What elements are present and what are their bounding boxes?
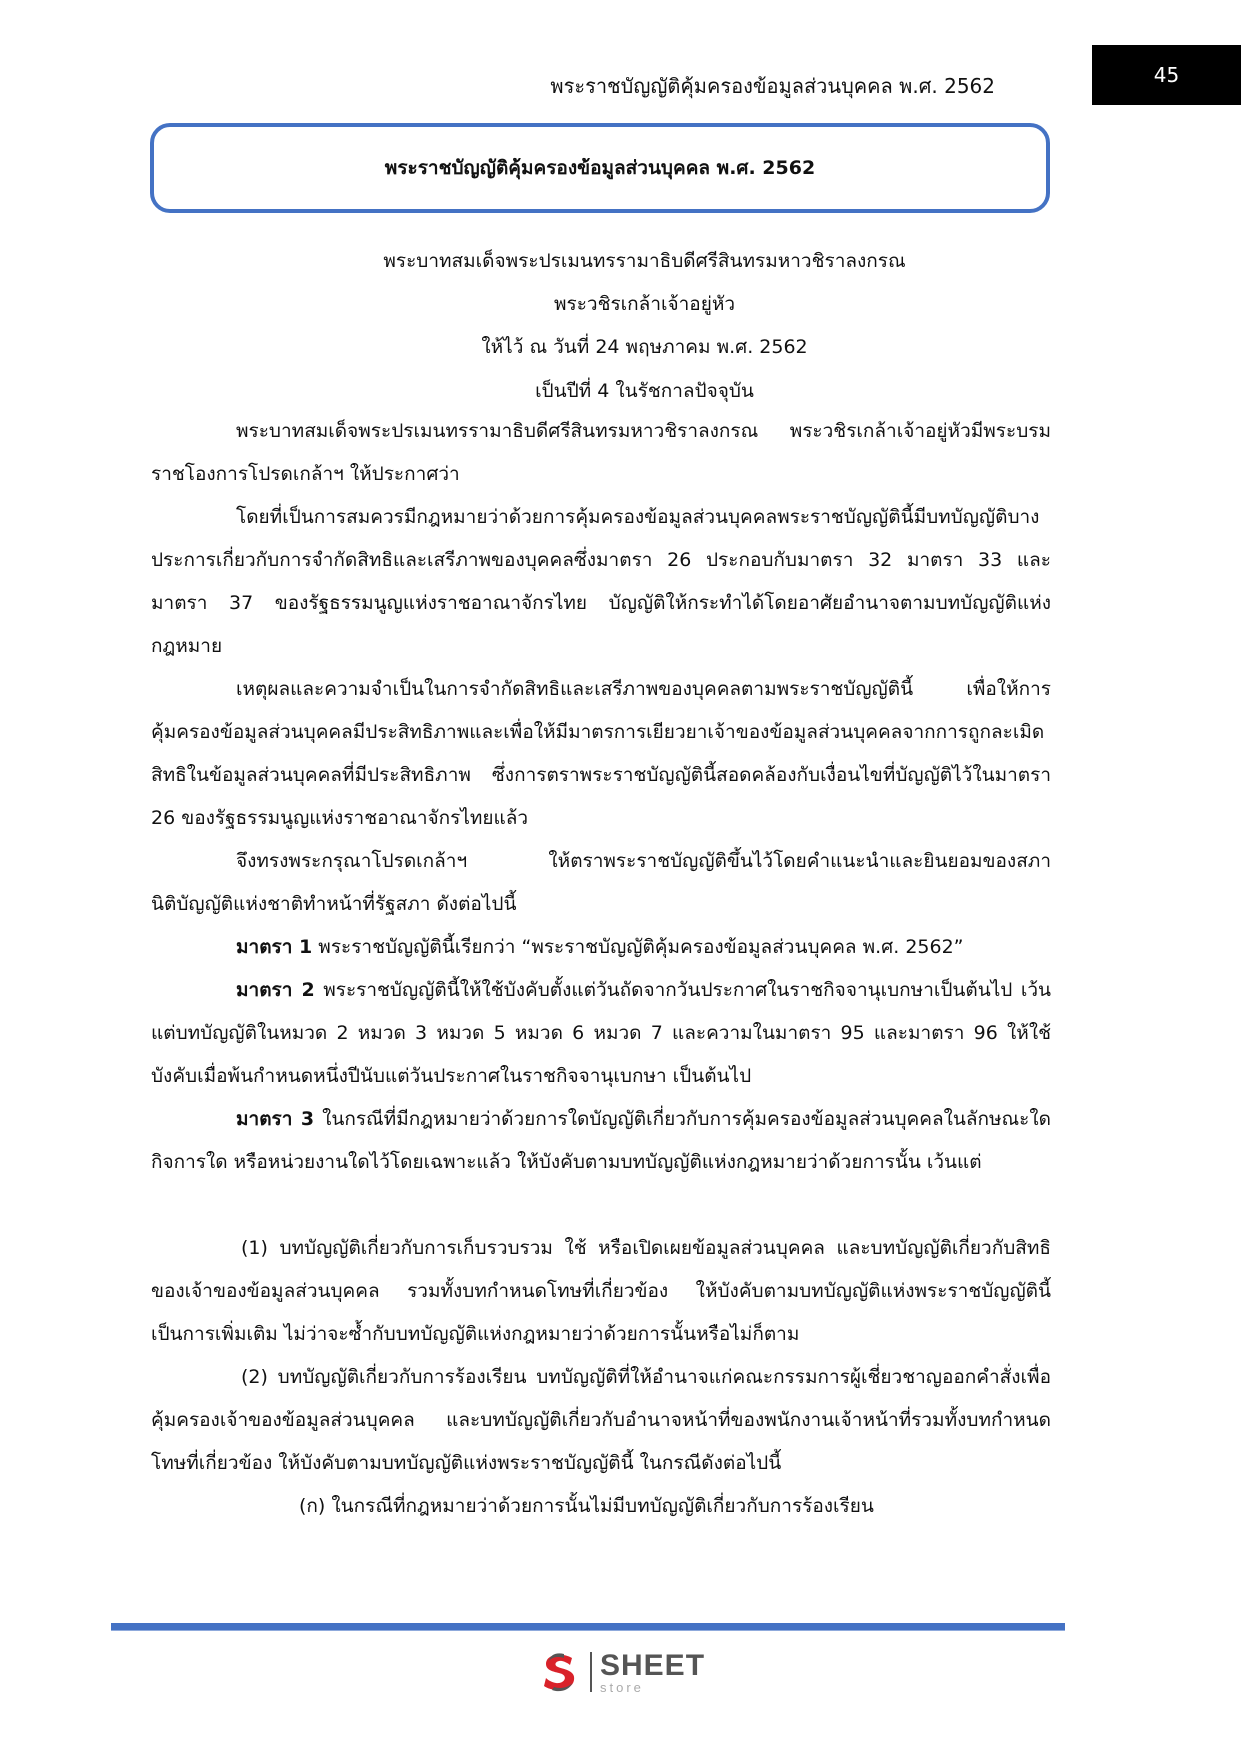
section-1-text: พระราชบัญญัตินี้เรียกว่า “พระราชบัญญัติคุ้มครองข้อมูลส่วนบุคคล พ.ศ. 2562” — [312, 936, 964, 958]
page-number-badge — [1092, 45, 1241, 105]
logo-sheet-text: SHEET — [600, 1648, 706, 1682]
logo-separator — [590, 1652, 592, 1692]
section-3-label: มาตรา 3 — [236, 1108, 315, 1130]
running-header: พระราชบัญญัติคุ้มครองข้อมูลส่วนบุคคล พ.ศ. 2562 — [550, 74, 995, 98]
section-1 — [151, 926, 1051, 969]
preamble-date: ให้ไว้ ณ วันที่ 24 พฤษภาคม พ.ศ. 2562 — [481, 336, 808, 358]
section-3 — [151, 1098, 1051, 1184]
section-2 — [151, 969, 1051, 1098]
section-2-label: มาตรา 2 — [236, 979, 315, 1001]
section-3-text: ในกรณีที่มีกฎหมายว่าด้วยการใดบัญญัติเกี่ยวกับการคุ้มครองข้อมูลส่วนบุคคลในลักษณะใด กิจการใด หรือหน่วยงานใดไว้โดยเฉพาะแล้ว ให้บังคับตามบทบัญญัติแห่งกฎหมายว่าด้วยการนั้น เว้นแต่ — [151, 1108, 1051, 1173]
logo-text — [600, 1648, 706, 1695]
section-3-item-2a: (ก) ในกรณีที่กฎหมายว่าด้วยการนั้นไม่มีบทบัญญัติเกี่ยวกับการร้องเรียน — [299, 1495, 874, 1517]
logo-store-text: store — [600, 1679, 644, 1695]
preamble-king-name: พระบาทสมเด็จพระปรเมนทรรามาธิบดีศรีสินทรมหาวชิราลงกรณ — [383, 250, 906, 272]
footer-divider — [111, 1623, 1065, 1630]
page-number: 45 — [1153, 63, 1180, 87]
sheet-store-logo — [538, 1648, 705, 1696]
section-3-item-2: (2) บทบัญญัติเกี่ยวกับการร้องเรียน บทบัญญัติที่ให้อำนาจแก่คณะกรรมการผู้เชี่ยวชาญออกคำสั่งเพื่อคุ้มครองเจ้าของข้อมูลส่วนบุคคล และบทบัญญัติเกี่ยวกับอำนาจหน้าที่ของพนักงานเจ้าหน้าที่รวมทั้งบทกำหนดโทษที่เกี่ยวข้อง ให้บังคับตามบทบัญญัติแห่งพระราชบัญญัตินี้ ในกรณีดังต่อไปนี้ — [151, 1366, 1051, 1474]
paragraph-enactment: จึงทรงพระกรุณาโปรดเกล้าฯ ให้ตราพระราชบัญญัติขึ้นไว้โดยคำแนะนำและยินยอมของสภานิติบัญญัติแห่งชาติทำหน้าที่รัฐสภา ดังต่อไปนี้ — [151, 850, 1051, 915]
paragraph-proclamation: พระบาทสมเด็จพระปรเมนทรรามาธิบดีศรีสินทรมหาวชิราลงกรณ พระวชิรเกล้าเจ้าอยู่หัวมีพระบรมราชโองการโปรดเกล้าฯ ให้ประกาศว่า — [151, 420, 1051, 485]
preamble-king-title: พระวชิรเกล้าเจ้าอยู่หัว — [553, 293, 736, 315]
document-title: พระราชบัญญัติคุ้มครองข้อมูลส่วนบุคคล พ.ศ. 2562 — [384, 157, 816, 179]
document-title-box — [150, 123, 1050, 213]
preamble-reign-year: เป็นปีที่ 4 ในรัชกาลปัจจุบัน — [535, 380, 754, 402]
section-2-text: พระราชบัญญัตินี้ให้ใช้บังคับตั้งแต่วันถัดจากวันประกาศในราชกิจจานุเบกษาเป็นต้นไป เว้นแต่บทบัญญัติในหมวด 2 หมวด 3 หมวด 5 หมวด 6 หมวด 7 และความในมาตรา 95 และมาตรา 96 ให้ใช้บังคับเมื่อพ้นกำหนดหนึ่งปีนับแต่วันประกาศในราชกิจจานุเบกษา เป็นต้นไป — [151, 979, 1051, 1087]
sheet-store-s-logo-icon — [538, 1650, 582, 1694]
section-1-label: มาตรา 1 — [236, 936, 313, 958]
paragraph-reasons: เหตุผลและความจำเป็นในการจำกัดสิทธิและเสรีภาพของบุคคลตามพระราชบัญญัตินี้ เพื่อให้การคุ้มครองข้อมูลส่วนบุคคลมีประสิทธิภาพและเพื่อให้มีมาตรการเยียวยาเจ้าของข้อมูลส่วนบุคคลจากการถูกละเมิดสิทธิในข้อมูลส่วนบุคคลที่มีประสิทธิภาพ ซึ่งการตราพระราชบัญญัตินี้สอดคล้องกับเงื่อนไขที่บัญญัติไว้ในมาตรา 26 ของรัฐธรรมนูญแห่งราชอาณาจักรไทยแล้ว — [151, 678, 1051, 829]
section-3-item-1: (1) บทบัญญัติเกี่ยวกับการเก็บรวบรวม ใช้ หรือเปิดเผยข้อมูลส่วนบุคคล และบทบัญญัติเกี่ยวกับสิทธิของเจ้าของข้อมูลส่วนบุคคล รวมทั้งบทกำหนดโทษที่เกี่ยวข้อง ให้บังคับตามบทบัญญัติแห่งพระราชบัญญัตินี้เป็นการเพิ่มเติม ไม่ว่าจะซ้ำกับบทบัญญัติแห่งกฎหมายว่าด้วยการนั้นหรือไม่ก็ตาม — [151, 1237, 1051, 1345]
paragraph-rationale: โดยที่เป็นการสมควรมีกฎหมายว่าด้วยการคุ้มครองข้อมูลส่วนบุคคลพระราชบัญญัตินี้มีบทบัญญัติบางประการเกี่ยวกับการจำกัดสิทธิและเสรีภาพของบุคคลซึ่งมาตรา 26 ประกอบกับมาตรา 32 มาตรา 33 และมาตรา 37 ของรัฐธรรมนูญแห่งราชอาณาจักรไทย บัญญัติให้กระทำได้โดยอาศัยอำนาจตามบทบัญญัติแห่งกฎหมาย — [151, 506, 1051, 657]
